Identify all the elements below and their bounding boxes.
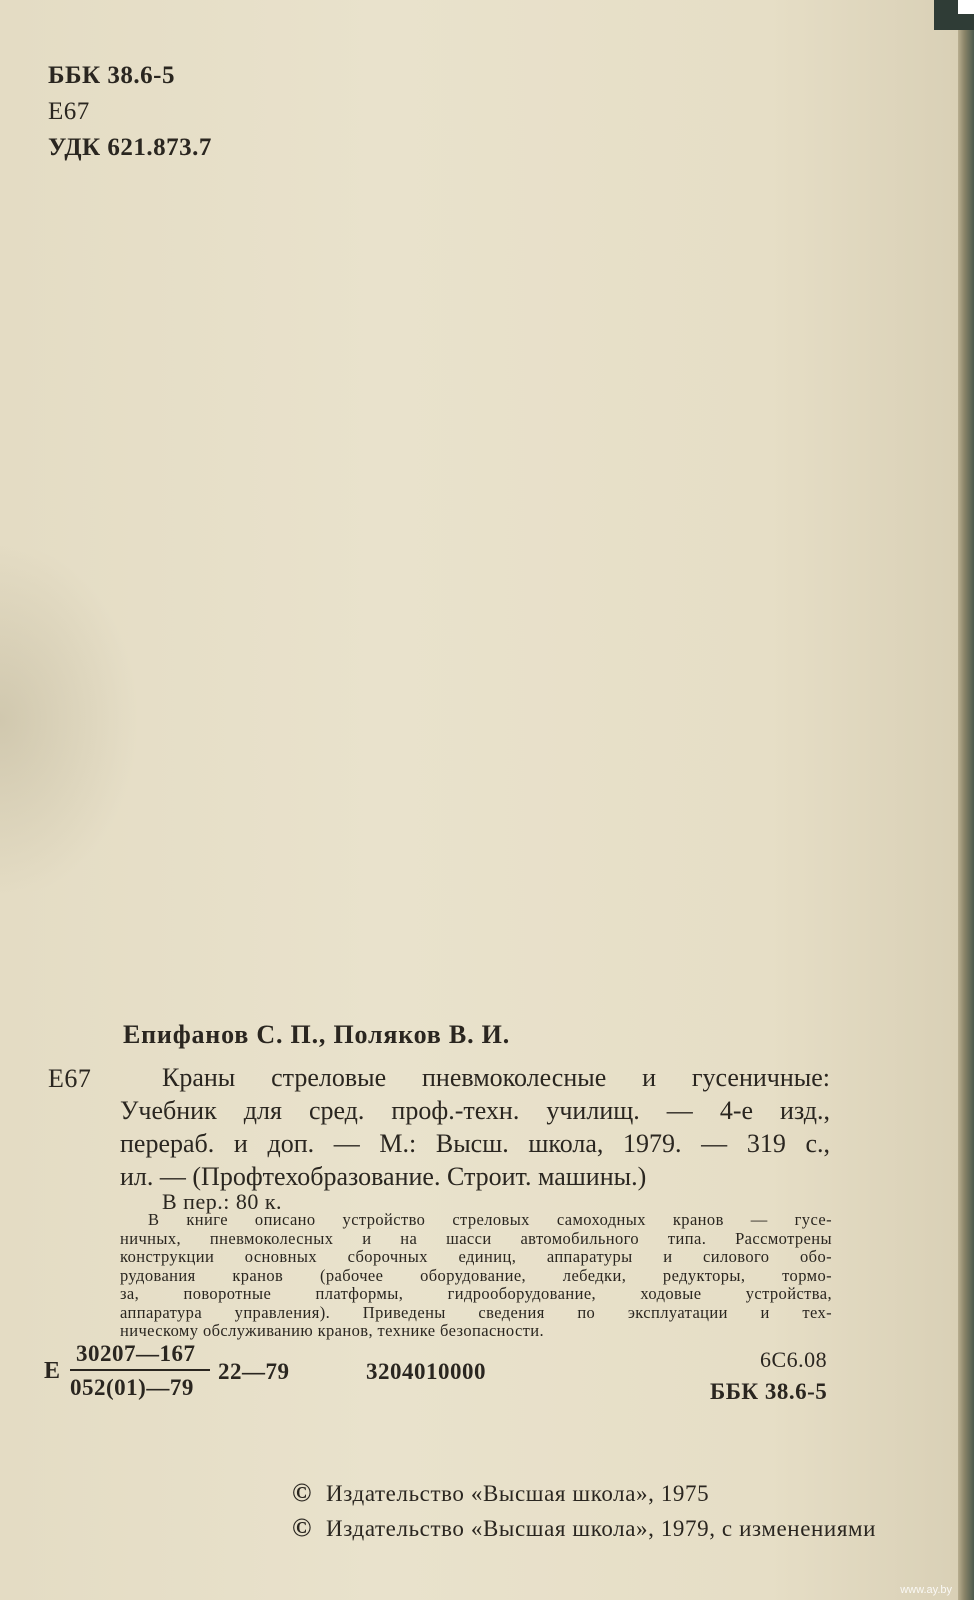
- copyright-line-2: [292, 1513, 876, 1543]
- bib-line: перераб. и доп. — М.: Высш. школа, 1979. — 319 с.,: [120, 1129, 830, 1158]
- bib-line: Учебник для сред. проф.-техн. училищ. — 4-е изд.,: [120, 1096, 830, 1125]
- abstract-line: аппаратура управления). Приведены сведения по эксплуатации и тех-: [120, 1302, 832, 1322]
- index-classification: 6С6.08: [760, 1347, 828, 1372]
- classification-codes: [48, 58, 212, 166]
- copyright-icon: ©: [292, 1513, 313, 1542]
- abstract-line: рудования кранов (рабочее оборудование, лебедки, редукторы, тормо-: [120, 1265, 832, 1285]
- fraction-rule: [70, 1369, 210, 1371]
- udk-code: УДК 621.873.7: [48, 134, 212, 161]
- copyright-line-1: [292, 1478, 709, 1508]
- index-denominator: 052(01)—79: [70, 1375, 194, 1400]
- page-shadow: [0, 540, 140, 900]
- abstract-line: В книге описано устройство стреловых самоходных кранов — гусе-: [148, 1210, 832, 1229]
- photo-background-corner: [958, 0, 974, 14]
- index-numerator: 30207—167: [76, 1341, 196, 1366]
- index-letter: Е: [44, 1358, 61, 1384]
- author-mark: Е67: [48, 98, 90, 125]
- site-watermark: www.ay.by: [900, 1584, 952, 1596]
- page-edge: [958, 0, 974, 1600]
- index-order: 22—79: [218, 1359, 290, 1384]
- index-bbk: ББК 38.6-5: [710, 1379, 828, 1404]
- abstract-line: ническому обслуживанию кранов, технике безопасности.: [120, 1321, 545, 1340]
- index-code: 3204010000: [366, 1359, 486, 1384]
- copyright-icon: ©: [292, 1478, 313, 1507]
- abstract-line: за, поворотные платформы, гидрооборудование, ходовые устройства,: [120, 1284, 832, 1303]
- abstract-line: ничных, пневмоколесных и на шасси автомобильного типа. Рассмотрены: [120, 1228, 832, 1248]
- bibliographic-description: [120, 1061, 830, 1193]
- copyright-text: Издательство «Высшая школа», 1975: [326, 1481, 710, 1506]
- price: В пер.: 80 к.: [162, 1189, 283, 1214]
- copyright-text: Издательство «Высшая школа», 1979, с изменениями: [326, 1516, 877, 1541]
- abstract-line: конструкции основных сборочных единиц, аппаратуры и силового обо-: [120, 1247, 832, 1266]
- bib-line: Краны стреловые пневмоколесные и гусеничные:: [162, 1063, 830, 1092]
- bbk-code: ББК 38.6-5: [48, 62, 176, 89]
- record-author-mark: Е67: [48, 1064, 92, 1093]
- bib-line: ил. — (Профтехобразование. Строит. машины.): [120, 1162, 647, 1191]
- abstract: [120, 1211, 832, 1341]
- authors-heading: Епифанов С. П., Поляков В. И.: [123, 1020, 510, 1049]
